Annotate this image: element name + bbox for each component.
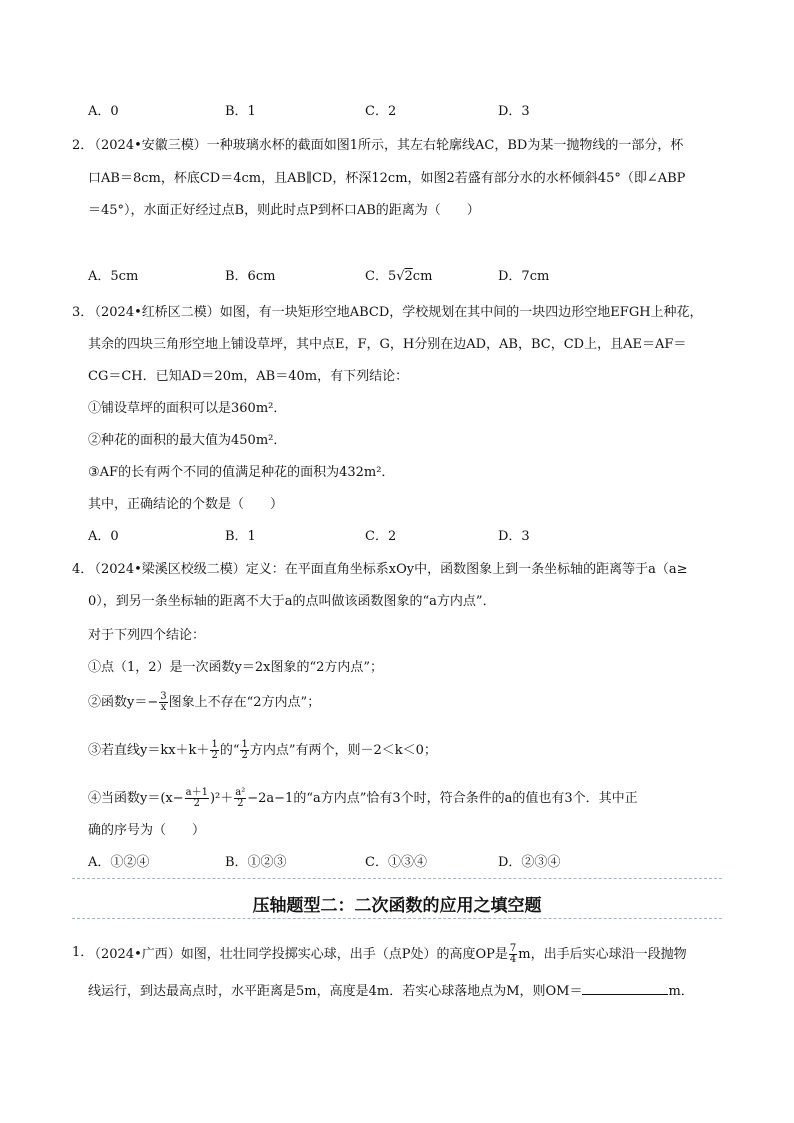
- statement-1: ①铺设草坪的面积可以是360m²．: [88, 401, 287, 416]
- option-b[interactable]: B．6cm: [225, 269, 276, 284]
- section-title: 压轴题型二：二次函数的应用之填空题: [252, 896, 542, 916]
- option-d[interactable]: D．②③④: [498, 855, 561, 870]
- option-c[interactable]: C．2: [365, 104, 397, 119]
- fraction: $\frac{3}{x}$: [160, 691, 167, 713]
- question-text-line: （2024•广西）如图，壮壮同学投掷实心球，出手（点P处）的高度OP是 $\frac{7}{4}$ m，出手后实心球沿一段抛物: [88, 943, 687, 965]
- option-c[interactable]: C．2: [365, 529, 397, 544]
- statement-4: ④当函数y＝(x− $\frac{a+1}{2}$ )²＋ $\frac{\text{a²}}{2}$ −2a−1的“a方内点”恰有3个时，符合条件的a的值也有3个．其中正: [88, 787, 638, 809]
- option-b[interactable]: B．①②③: [225, 855, 287, 870]
- option-b[interactable]: B．1: [225, 529, 256, 544]
- statement-2: ②函数y＝− $\frac{3}{x}$ 图象上不存在“2方内点”；: [88, 691, 321, 713]
- options-row-prev: [88, 103, 728, 121]
- question-number: 2．: [72, 138, 94, 153]
- section-divider: [72, 918, 722, 919]
- fraction: $\frac{a+1}{2}$: [185, 787, 208, 809]
- option-d[interactable]: D．3: [498, 104, 530, 119]
- statement-2: ②种花的面积的最大值为450m²．: [88, 433, 287, 448]
- question-text-line: 对于下列四个结论：: [88, 628, 206, 643]
- statement-3: ③AF的长有两个不同的值满足种花的面积为432m²．: [88, 465, 395, 480]
- fraction: $\frac{7}{4}$: [509, 943, 517, 965]
- question-text-line: （2024•梁溪区校级二模）定义：在平面直角坐标系xOy中，函数图象上到一条坐标轴的距离等于a（a≥: [88, 562, 688, 577]
- question-text-line: 0），到另一条坐标轴的距离不大于a的点叫做该函数图象的“a方内点”．: [88, 594, 496, 609]
- question-prompt: 确的序号为（ ）: [88, 823, 206, 838]
- statement-3: ③若直线y＝kx＋k＋ $\frac{1}{2}$ 的“ $\frac{1}{2}$ 方内点”有两个，则－2＜k＜0；: [88, 739, 437, 761]
- question-text-line: ＝45°），水面正好经过点B，则此时点P到杯口AB的距离为（ ）: [88, 203, 480, 218]
- question-text-line: 口AB＝8cm，杯底CD＝4cm，且AB∥CD，杯深12cm，如图2若盛有部分水的水杯倾斜45°（即∠ABP: [88, 171, 686, 186]
- option-c[interactable]: C．5√2cm: [365, 269, 433, 284]
- fraction: $\frac{1}{2}$: [211, 739, 218, 761]
- question-number: 4．: [72, 562, 94, 577]
- option-d[interactable]: D．3: [498, 529, 530, 544]
- options-row: [88, 854, 728, 872]
- statement-1: ①点（1，2）是一次函数y＝2x图象的“2方内点”；: [88, 660, 384, 675]
- option-a[interactable]: A．0: [88, 529, 119, 544]
- question-text-line: 其余的四块三角形空地上铺设草坪，其中点E，F，G，H分别在边AD，AB，BC，CD上，且AE＝AF＝: [88, 337, 687, 352]
- question-text-line: （2024•安徽三模）一种玻璃水杯的截面如图1所示，其左右轮廓线AC，BD为某一抛物线的一部分，杯: [88, 138, 684, 153]
- option-a[interactable]: A．5cm: [88, 269, 139, 284]
- question-number: 1．: [72, 945, 94, 960]
- option-b[interactable]: B．1: [225, 104, 256, 119]
- question-prompt: 其中，正确结论的个数是（ ）: [88, 497, 284, 512]
- question-text-line: CG＝CH．已知AD＝20m，AB＝40m，有下列结论：: [88, 369, 409, 384]
- section-divider: [72, 878, 722, 879]
- fraction: $\frac{\text{a²}}{2}$: [235, 787, 246, 809]
- question-text-line: 线运行，到达最高点时，水平距离是5m，高度是4m．若实心球落地点为M，则OM＝ m．: [88, 981, 694, 1001]
- answer-blank[interactable]: [582, 981, 668, 995]
- question-number: 3．: [72, 305, 94, 320]
- option-a[interactable]: A．①②④: [88, 855, 150, 870]
- option-c[interactable]: C．①③④: [365, 855, 427, 870]
- fraction: $\frac{1}{2}$: [241, 739, 248, 761]
- options-row: [88, 528, 728, 546]
- option-d[interactable]: D．7cm: [498, 269, 550, 284]
- question-text-line: （2024•红桥区二模）如图，有一块矩形空地ABCD，学校规划在其中间的一块四边形空地EFGH上种花，: [88, 305, 703, 320]
- options-row: [88, 268, 728, 286]
- option-a[interactable]: A．0: [88, 104, 119, 119]
